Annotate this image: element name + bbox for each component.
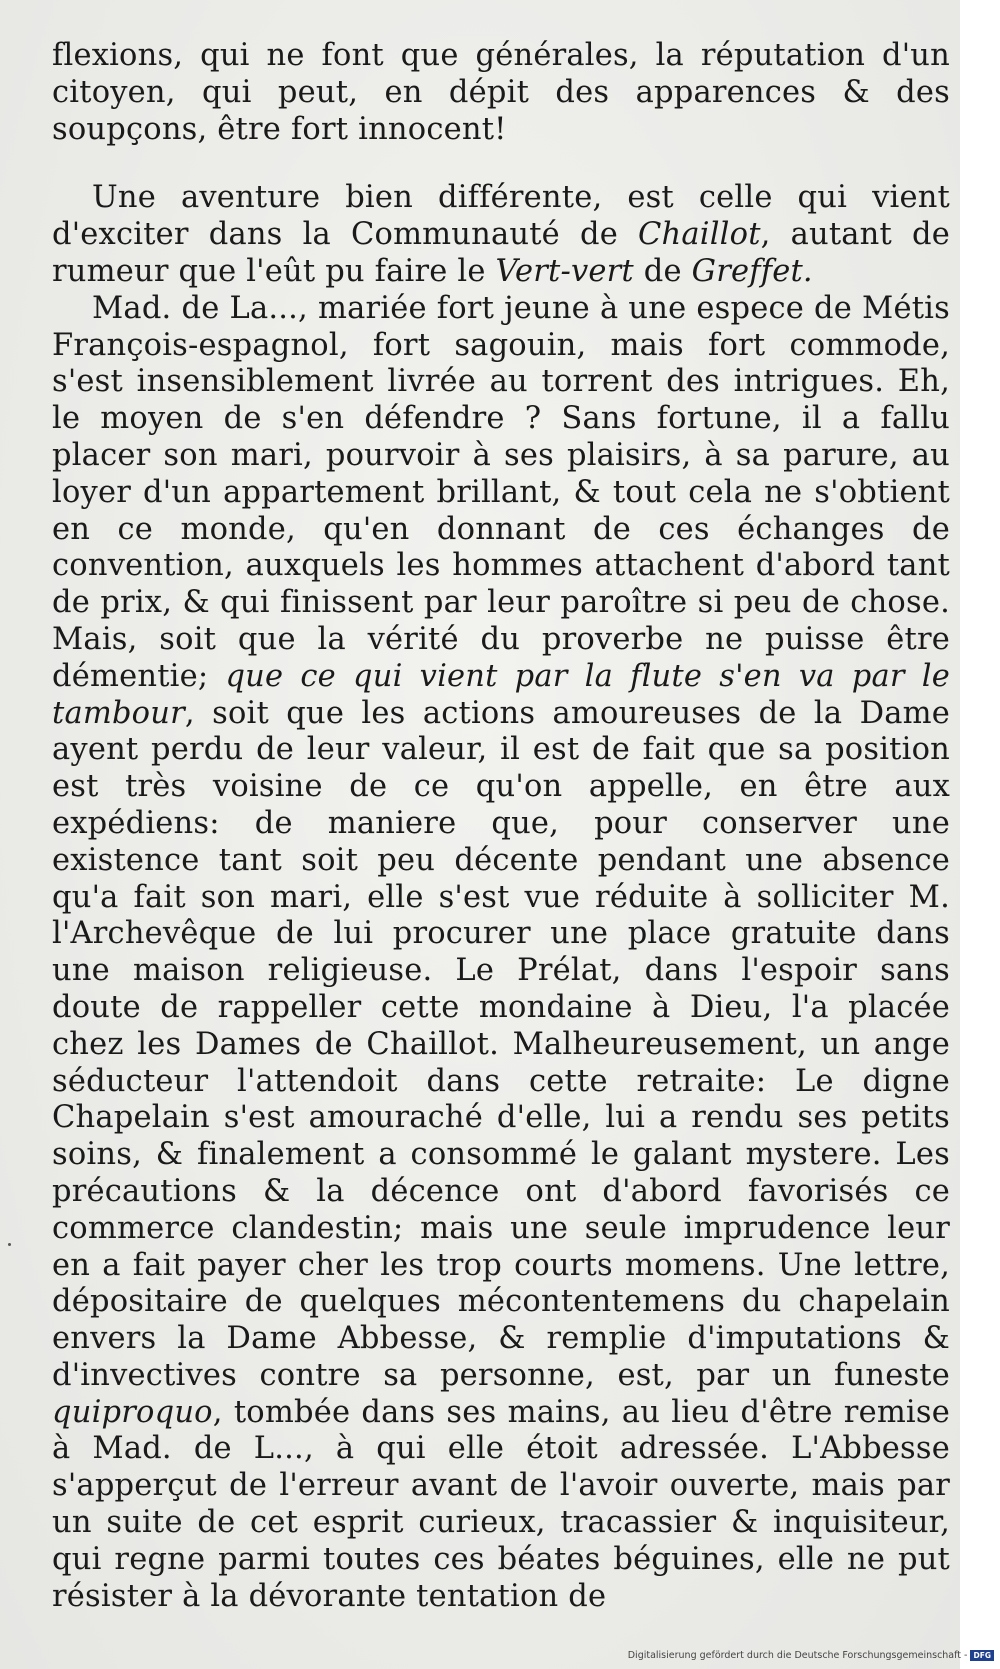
paragraph-madame-story: [52, 291, 950, 1616]
text-run: flexions, qui ne font que générales, la réputation d'un citoyen, qui peut, en dépit des apparences & des soupçons, être fort innocent!: [52, 38, 950, 147]
digitization-credit: [628, 1650, 994, 1661]
text-run-italic: que ce qui vient par la flute s'en va par le tambour: [52, 658, 950, 731]
text-run-italic: Chaillot: [638, 217, 761, 253]
page-text: [52, 38, 950, 1615]
text-run-italic: quiproquo: [52, 1394, 213, 1430]
paragraph-chaillot: [52, 180, 950, 290]
text-run: Mad. de La..., mariée fort jeune à une espece de Métis François-espagnol, fort sagouin, mais fort commode, s'est insensiblement livrée au torrent des intrigues. Eh, le moyen de s'en défendre ? Sans fortune, il a fallu placer son mari, pourvoir à ses plaisirs, à sa parure, au loyer d'un appartement brillant, & tout cela ne s'obtient en ce monde, qu'en donnant de ces échanges de convention, auxquels les hommes attachent d'abord tant de prix, & qui finissent par leur paroître si peu de chose. Mais, soit que la vérité du proverbe ne puisse être démentie;: [52, 290, 950, 694]
dfg-logo: DFG: [970, 1650, 994, 1661]
text-run: , tombée dans ses mains, au lieu d'être remise à Mad. de L..., à qui elle étoit adressée. L'Abbesse s'apperçut de l'erreur avant de l'avoir ouverte, mais par un suite de cet esprit curieux, tracassier & inquisiteur, qui regne parmi toutes ces béates béguines, elle ne put résister à la dévorante tentation de: [52, 1394, 950, 1614]
text-run: , soit que les actions amoureuses de la Dame ayent perdu de leur valeur, il est de fait que sa position est très voisine de ce qu'on appelle, en être aux expédiens: de maniere que, pour conserver une existence tant soit peu décente pendant une absence qu'a fait son mari, elle s'est vue réduite à solliciter M. l'Archevêque de lui procurer une place gratuite dans une maison religieuse. Le Prélat, dans l'espoir sans doute de rappeller cette mondaine à Dieu, l'a placée chez les Dames de Chaillot. Malheureusement, un ange séducteur l'attendoit dans cette retraite: Le digne Chapelain s'est amouraché d'elle, lui a rendu ses petits soins, & finalement a consommé le galant mystere. Les précautions & la décence ont d'abord favorisés ce commerce clandestin; mais une seule imprudence leur en a fait payer cher les trop courts momens. Une lettre, dépositaire de quelques mécontentemens du chapelain envers la Dame Abbesse, & remplie d'imputations & d'invectives contre sa personne, est, par un funeste: [52, 695, 950, 1393]
text-run: Une aventure bien différente, est celle qui vient d'exciter dans la Communauté de: [52, 180, 950, 253]
text-run-italic: Greffet.: [691, 253, 813, 289]
text-run-italic: Vert-vert: [495, 253, 634, 289]
paragraph-gap: [52, 148, 950, 180]
text-run: , autant de rumeur que l'eût pu faire le: [52, 217, 950, 289]
page-margin: [960, 0, 1000, 1669]
paragraph-continuation: [52, 38, 950, 148]
text-run: de: [633, 253, 692, 289]
credit-text: Digitalisierung gefördert durch die Deutsche Forschungsgemeinschaft -: [627, 1650, 968, 1661]
margin-speck: [8, 1243, 11, 1246]
